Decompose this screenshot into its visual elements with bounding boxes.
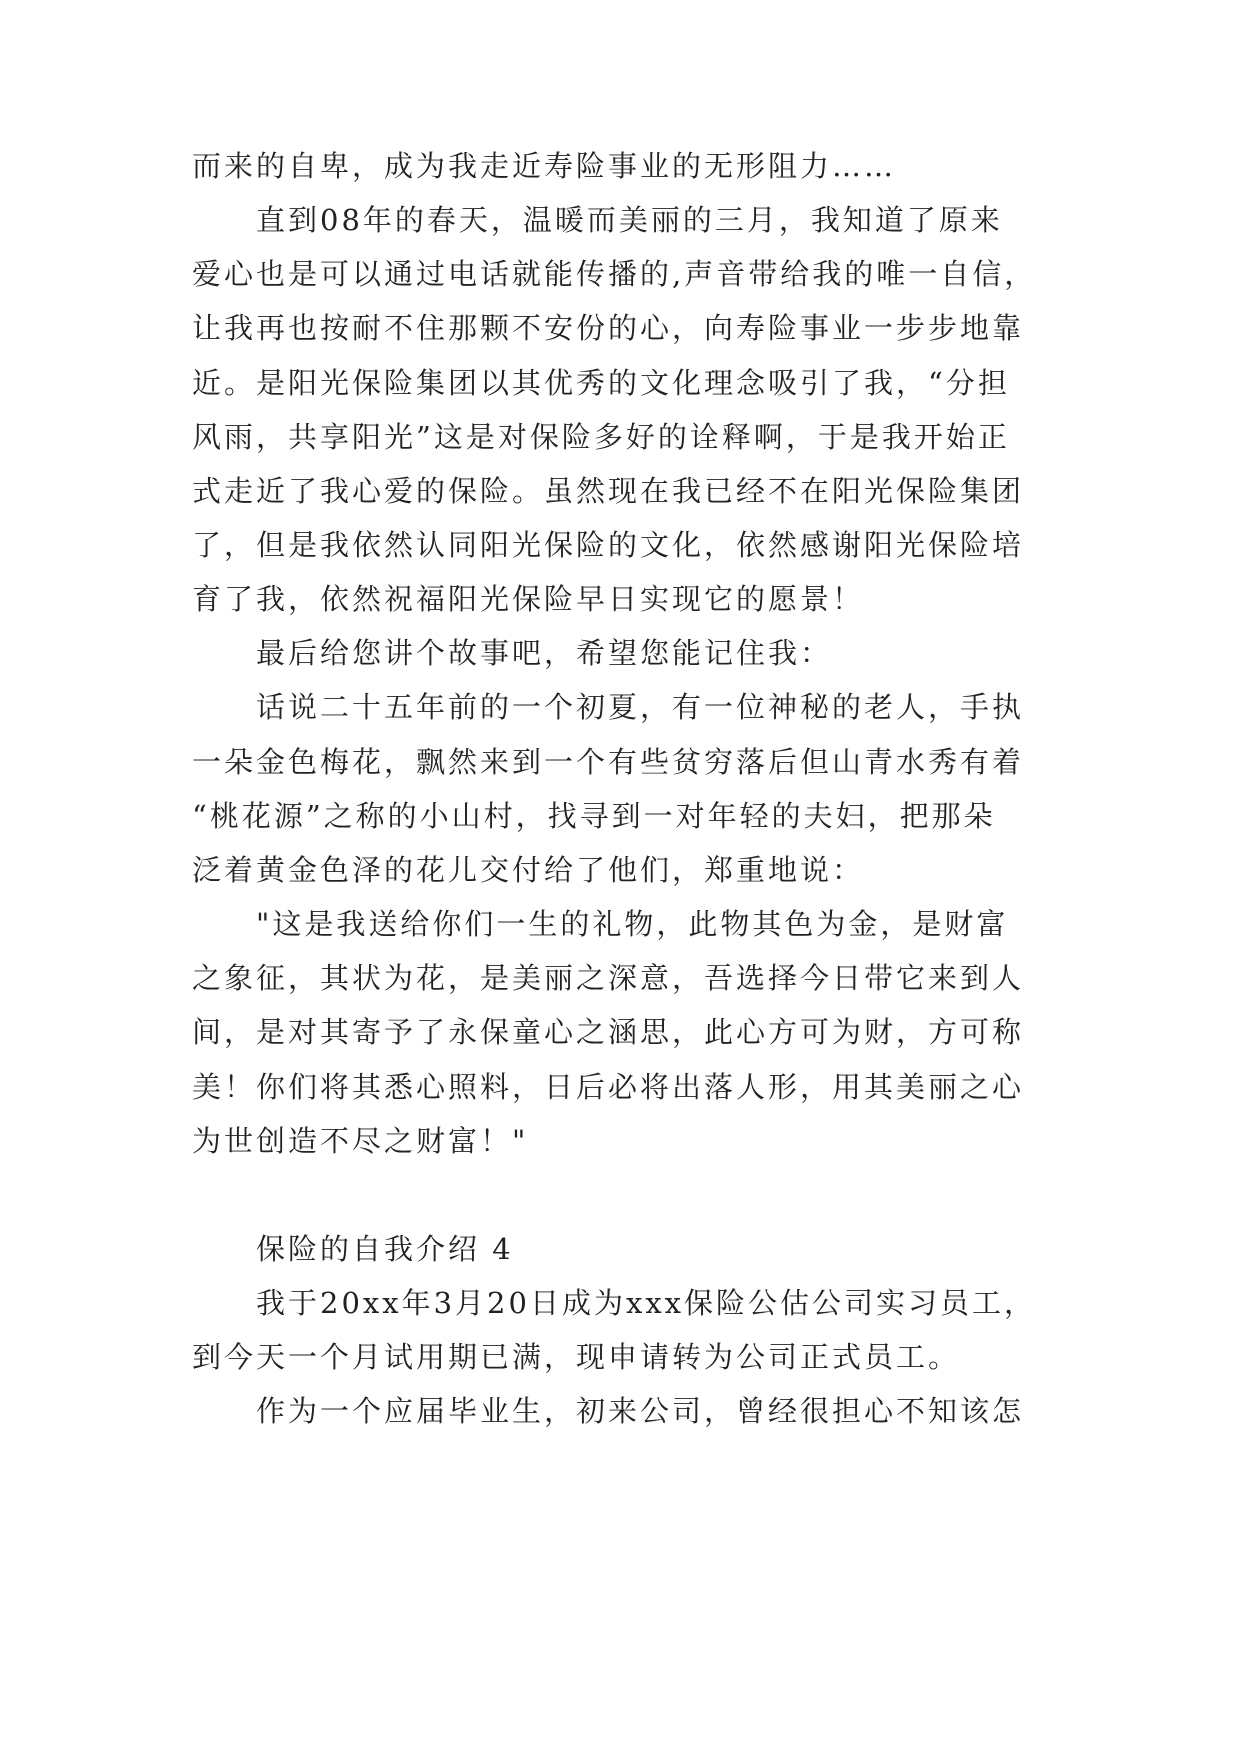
paragraph-line: 风雨，共享阳光”这是对保险多好的诠释啊，于是我开始正 bbox=[192, 420, 1010, 454]
paragraph-line: 泛着黄金色泽的花儿交付给了他们，郑重地说： bbox=[192, 853, 865, 887]
section-heading: 保险的自我介绍 4 bbox=[256, 1232, 514, 1266]
paragraph-line: 让我再也按耐不住那颗不安份的心，向寿险事业一步步地靠 bbox=[192, 311, 1025, 345]
paragraph-line: "这是我送给你们一生的礼物，此物其色为金，是财富 bbox=[256, 907, 1009, 941]
paragraph-line: 话说二十五年前的一个初夏，有一位神秘的老人，手执 bbox=[256, 690, 1025, 724]
paragraph-line: “桃花源”之称的小山村，找寻到一对年轻的夫妇，把那朵 bbox=[192, 799, 996, 833]
paragraph-line: 我于20xx年3月20日成为xxx保险公估公司实习员工， bbox=[256, 1286, 1037, 1320]
paragraph-line: 而来的自卑，成为我走近寿险事业的无形阻力…… bbox=[192, 149, 897, 183]
paragraph-line: 为世创造不尽之财富！" bbox=[192, 1124, 529, 1158]
paragraph-line: 育了我，依然祝福阳光保险早日实现它的愿景！ bbox=[192, 582, 865, 616]
paragraph-line: 一朵金色梅花，飘然来到一个有些贫穷落后但山青水秀有着 bbox=[192, 745, 1025, 779]
paragraph-line: 近。是阳光保险集团以其优秀的文化理念吸引了我，“分担 bbox=[192, 366, 1010, 400]
paragraph-line: 美！你们将其悉心照料，日后必将出落人形，用其美丽之心 bbox=[192, 1070, 1025, 1104]
paragraph-line: 爱心也是可以通过电话就能传播的,声音带给我的唯一自信， bbox=[192, 257, 1037, 291]
paragraph-line: 间，是对其寄予了永保童心之涵思，此心方可为财，方可称 bbox=[192, 1015, 1025, 1049]
paragraph-line: 了，但是我依然认同阳光保险的文化，依然感谢阳光保险培 bbox=[192, 528, 1025, 562]
paragraph-line: 最后给您讲个故事吧，希望您能记住我： bbox=[256, 636, 833, 670]
paragraph-line: 作为一个应届毕业生，初来公司，曾经很担心不知该怎 bbox=[256, 1394, 1025, 1428]
paragraph-line: 之象征，其状为花，是美丽之深意，吾选择今日带它来到人 bbox=[192, 961, 1025, 995]
paragraph-line: 直到08年的春天，温暖而美丽的三月，我知道了原来 bbox=[256, 203, 1003, 237]
paragraph-line: 到今天一个月试用期已满，现申请转为公司正式员工。 bbox=[192, 1340, 961, 1374]
paragraph-line: 式走近了我心爱的保险。虽然现在我已经不在阳光保险集团 bbox=[192, 474, 1025, 508]
